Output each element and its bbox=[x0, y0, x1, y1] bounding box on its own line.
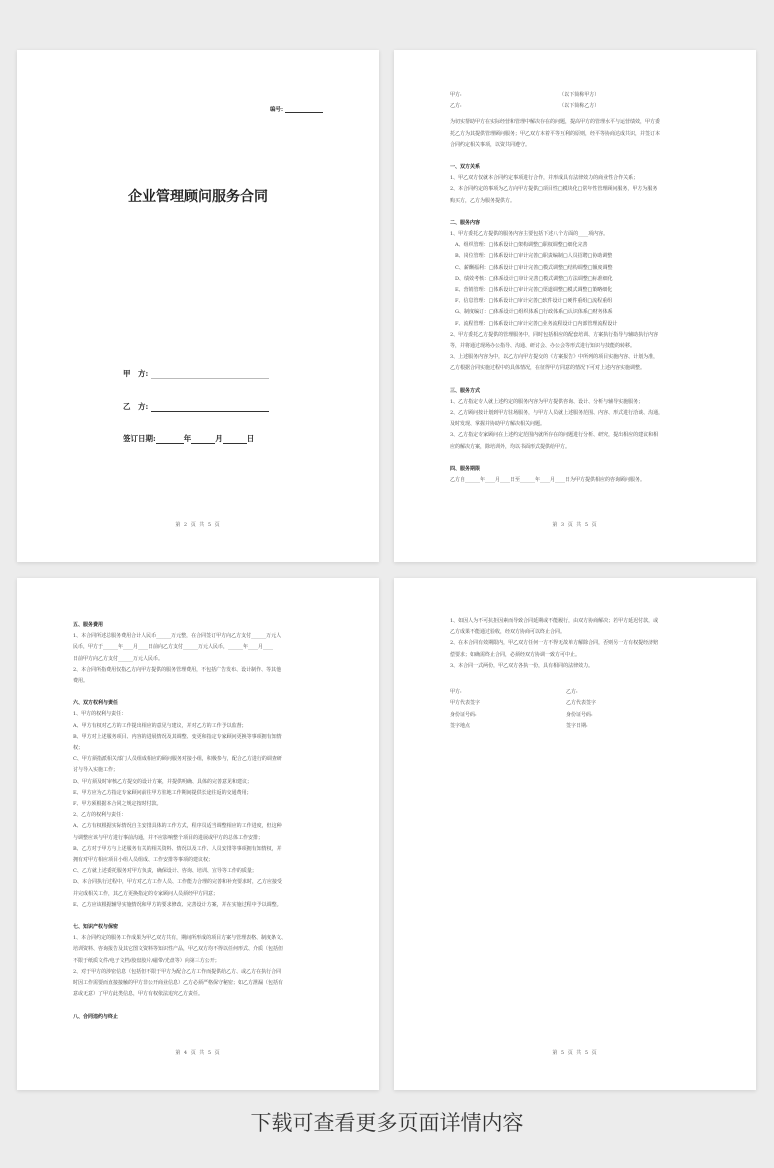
text-line: 日前甲方向乙方支付______万元人民币。 bbox=[73, 655, 164, 662]
text-line: E、营销管理：□体系设计□审计完善□渠道调整□模式调整□策略细化 bbox=[450, 287, 613, 294]
text-line: 乙方: （以下简称乙方） bbox=[450, 103, 600, 110]
day-blank bbox=[223, 434, 247, 444]
signature-field: 签字日期: bbox=[566, 722, 588, 729]
contract-title: 企业管理顾问服务合同 bbox=[128, 189, 268, 205]
section-heading: 八、合同违约与终止 bbox=[73, 1013, 119, 1020]
page-footer: 第 2 页 共 5 页 bbox=[175, 522, 221, 528]
text-line: 1、如因人为不可抗拒因素而导致合同延期或不能履行，由双方协商解决；若甲方延迟付款，或 bbox=[450, 618, 659, 624]
party-b-label: 乙 方: bbox=[123, 402, 149, 411]
text-line: D、甲方须及时审核乙方提交的设计方案，并提供明确、具体的完善意见和建议； bbox=[73, 778, 253, 785]
contract-number bbox=[270, 105, 323, 113]
paragraph-gap bbox=[450, 375, 708, 380]
text-line: F、信息管理：□体系设计□审计完善□软件设计□硬件重组□流程重组 bbox=[450, 298, 613, 305]
page-2 bbox=[394, 50, 756, 562]
text-line: 购买方，乙方为服务提供方。 bbox=[450, 197, 516, 204]
page-3 bbox=[17, 578, 379, 1090]
text-line: 乙方根据合同实施过程中的具体情况，在征得甲方同意的情况下可对上述内容实施调整。 bbox=[450, 365, 646, 372]
text-line: 2、对于甲方的涉密信息（包括但不限于甲方为配合乙方工作而提供给乙方、或乙方在执行合同 bbox=[73, 968, 282, 975]
section-heading: 六、双方权利与责任 bbox=[73, 700, 119, 707]
text-line: G、制度编订：□体系设计□组织体系□行政体系□认识体系□财务体系 bbox=[450, 309, 613, 316]
text-line: 2、乙方顾问按计划到甲方驻场服务，与甲方人员就上述服务范围、内容、形式进行洽谈、沟通， bbox=[450, 410, 664, 417]
signature-field: 甲方: bbox=[450, 689, 462, 695]
text-line: E、甲方应为乙方指定专家顾问前往甲方驻地工作期间提供长途往返的交通费用； bbox=[73, 789, 252, 796]
text-line: 3、乙方指定专家顾问在上述约定范围内就所存在的问题进行分析、研究，提出相应的建议和相 bbox=[450, 432, 659, 439]
text-line: F、甲方须根据本合同之规定按时付款。 bbox=[73, 801, 162, 808]
text-line: 并完成相关工作，其乙方更换指定的专家顾问人员须经甲方同意； bbox=[73, 890, 219, 897]
text-line: 乙方成果不能通过验收，经双方协商可以终止合同。 bbox=[450, 629, 566, 636]
section-heading: 三、服务方式 bbox=[450, 387, 481, 394]
paragraph-gap bbox=[450, 207, 708, 212]
page-2-content bbox=[450, 90, 708, 486]
text-line: 2、乙方的权利与责任： bbox=[73, 812, 127, 819]
month-label: 月 bbox=[215, 434, 223, 443]
party-a-row bbox=[123, 368, 269, 379]
text-line: 时因工作需要而直接接触的甲方非公开商业信息）乙方必须严格保守秘密；如乙方泄漏（包括有 bbox=[73, 980, 284, 987]
text-line: 等，并将通过现场办公指导、沟通、研讨会、办公会等形式进行知识与技能的转移。 bbox=[450, 343, 636, 350]
signature-field: 乙方代表签字 bbox=[566, 700, 597, 707]
text-line: C、甲方须指派相关部门人员组成相应的顾问服务对接小组，积极参与，配合乙方进行的调查研 bbox=[73, 756, 282, 763]
text-line: 3、上述服务内容为中，以乙方向甲方提交的《方案报告》中所列的项目实施内容、计划为准， bbox=[450, 354, 659, 361]
paragraph-gap bbox=[450, 453, 708, 458]
page-footer: 第 3 页 共 5 页 bbox=[552, 522, 598, 528]
section-heading: 二、服务内容 bbox=[450, 219, 481, 226]
party-b-blank bbox=[151, 402, 269, 412]
text-line: 1、乙方指定专人就上述约定的服务内容为甲方提供咨询、设计、分析与辅导实施服务； bbox=[450, 398, 644, 405]
text-line: 乙方自______年____月____日至______年____月____日为甲方提供相应的咨询顾问服务。 bbox=[450, 477, 646, 484]
text-line: 1、甲方委托乙方提供的服务内容主要包括下述八个方面的____项内容。 bbox=[450, 231, 609, 238]
text-line: B、岗位管理：□体系设计□审计完善□职责编制□人员招聘□协助调整 bbox=[450, 253, 613, 260]
paragraph-gap bbox=[73, 911, 331, 916]
section-heading: 七、知识产权与保密 bbox=[73, 924, 119, 931]
paragraph-gap bbox=[73, 1001, 331, 1006]
text-line: 为切实帮助甲方在实际经营和管理中解决存在的问题，提高甲方的管理水平与运营绩效，甲方委 bbox=[450, 119, 661, 126]
party-a-label: 甲 方: bbox=[123, 369, 149, 378]
year-label: 年 bbox=[183, 434, 192, 443]
signature-field: 身份证号码: bbox=[566, 711, 593, 718]
text-line: E、乙方应该根据辅导实施情况和甲方的要求修改、完善设计方案，并在实施过程中予以调整。 bbox=[73, 901, 282, 908]
text-line: 2、本合同约定的事项为乙方向甲方提供□项目性□模块化□常年性管理顾问服务，甲方为服务 bbox=[450, 186, 658, 193]
contract-number-label: 编号: bbox=[270, 107, 284, 113]
section-heading: 一、双方关系 bbox=[450, 164, 481, 171]
year-blank bbox=[156, 434, 184, 444]
text-line: A、组织管理：□体系设计□架构调整□职权调整□细化完善 bbox=[450, 242, 588, 249]
text-line: A、甲方有权对乙方的工作提出相应的意见与建议，并对乙方的工作予以监督； bbox=[73, 722, 247, 729]
text-line: 拥有对甲方相应项目小组人员组成、工作安排等事项的建议权； bbox=[73, 857, 214, 864]
text-line: 培训资料、咨询报告及其它图文资料等知识性产品，甲乙双方均不得以任何形式、介质（包括但 bbox=[73, 946, 284, 953]
text-line: 2、在本合同有效期限内，甲乙双方任何一方不得无故单方解除合同，否则另一方有权提经济赔 bbox=[450, 640, 659, 647]
text-line: 甲方: （以下简称甲方） bbox=[450, 92, 600, 98]
text-line: F、流程管理：□体系设计□审计完善□业务流程设计□内部管理流程设计 bbox=[450, 320, 618, 327]
text-line: B、乙方对于甲方与上述服务有关的相关资料、情况以及工作、人员安排等事项拥有知情权，并 bbox=[73, 845, 282, 852]
text-line: 民币，甲方于______年____月____日前向乙方支付______万元人民币，______年____月____ bbox=[73, 644, 274, 651]
text-line: 1、甲乙双方仅就本合同约定事项进行合作，并形成具有法律效力的商业性合作关系； bbox=[450, 175, 639, 182]
text-line: 不限于纸质文件/电子文档/胶盘胶片/磁带/光盘等）向第三方公开； bbox=[73, 957, 220, 964]
text-line: 1、本合同所述总服务费用合计人民币______万元整，在合同签订甲方向乙方支付______万元人 bbox=[73, 633, 282, 640]
page-4-content bbox=[450, 616, 708, 672]
text-line: 费用。 bbox=[73, 678, 89, 685]
page-cover bbox=[17, 50, 379, 562]
sign-date-row bbox=[123, 433, 254, 444]
text-line: 偿要求；如确需终止合同，必须经双方协调一致方可中止。 bbox=[450, 651, 581, 658]
text-line: D、本合同执行过程中，甲方对乙方工作人员、工作能力合理的完善和补充要求时，乙方应接受 bbox=[73, 879, 283, 886]
signature-field: 签字地点 bbox=[450, 722, 471, 729]
section-heading: 四、服务期限 bbox=[450, 465, 481, 472]
signature-field: 身份证号码: bbox=[450, 711, 477, 718]
text-line: D、绩效考核：□体系设计□审计完善□模式调整□方法调整□标准细化 bbox=[450, 275, 613, 282]
text-line: B、甲方对上述服务项目、内容的进展情况及其调整、变更和指定专家顾问更换等事项拥有知情 bbox=[73, 733, 282, 740]
text-line: C、薪酬福利：□体系设计□审计完善□模式调整□结构调整□额度调整 bbox=[450, 264, 613, 271]
text-line: 与调整应该与甲方进行事前沟通，并不应影响整个项目的进展或甲方的总体工作安排； bbox=[73, 834, 264, 841]
signature-field: 甲方代表签字 bbox=[450, 700, 481, 707]
contract-number-blank bbox=[285, 106, 323, 113]
text-line: 托乙方为其提供管理顾问服务；甲乙双方本着平等互利的原则，经平等协商达成共识，并签订本 bbox=[450, 130, 661, 137]
paragraph-gap bbox=[450, 151, 708, 156]
section-heading: 五、服务费用 bbox=[73, 622, 104, 628]
signature-block-party-b bbox=[566, 687, 596, 732]
party-a-blank bbox=[151, 369, 269, 379]
text-line: 1、本合同约定的服务工作成果为甲乙双方共有，期间所形成的项目方案与管理表格、制度条文、 bbox=[73, 935, 287, 942]
download-more-note: 下载可查看更多页面详情内容 bbox=[250, 1111, 524, 1135]
page-3-content bbox=[73, 614, 331, 1023]
sign-date-label: 签订日期: bbox=[123, 434, 156, 443]
text-line: 1、甲方的权利与责任： bbox=[73, 711, 127, 718]
text-line: 应的解决方案，除培训外，均以书面形式提供给甲方。 bbox=[450, 443, 571, 450]
text-line: 意或无意）了甲方此类信息，甲方有权依法追究乙方责任。 bbox=[73, 991, 204, 998]
text-line: 合同约定相关事项，以资共同遵守。 bbox=[450, 141, 531, 148]
text-line: 权； bbox=[73, 745, 84, 752]
signature-block-party-a bbox=[450, 687, 480, 732]
month-blank bbox=[191, 434, 215, 444]
text-line: 讨与导入实施工作； bbox=[73, 767, 119, 774]
text-line: A、乙方有权根据实际情况自主安排具体的工作方式，程序员适当调整相应的工作进度，但这种 bbox=[73, 823, 282, 830]
text-line: 3、本合同一式两份，甲乙双方各执一份，具有相同的法律效力。 bbox=[450, 662, 594, 669]
page-footer: 第 5 页 共 5 页 bbox=[552, 1050, 598, 1056]
text-line: 2、本合同所指费用仅指乙方向甲方提供的服务管理费用，不包括广告发布、设计制作、等其他 bbox=[73, 666, 282, 673]
text-line: 2、甲方委托乙方提供的管理服务中，同时包括相应的配套培训、方案执行指导与辅助执行内容 bbox=[450, 331, 659, 338]
text-line: 及时发现、掌握并协助甲方解决相关问题。 bbox=[450, 421, 546, 428]
signature-field: 乙方: bbox=[566, 689, 578, 695]
page-4 bbox=[394, 578, 756, 1090]
paragraph-gap bbox=[73, 687, 331, 692]
party-b-row bbox=[123, 401, 269, 412]
text-line: C、乙方就上述委托服务对甲方负责，确保设计、咨询、培训、宣导等工作的质量； bbox=[73, 868, 257, 875]
day-label: 日 bbox=[246, 434, 255, 443]
page-footer: 第 4 页 共 5 页 bbox=[175, 1050, 221, 1056]
